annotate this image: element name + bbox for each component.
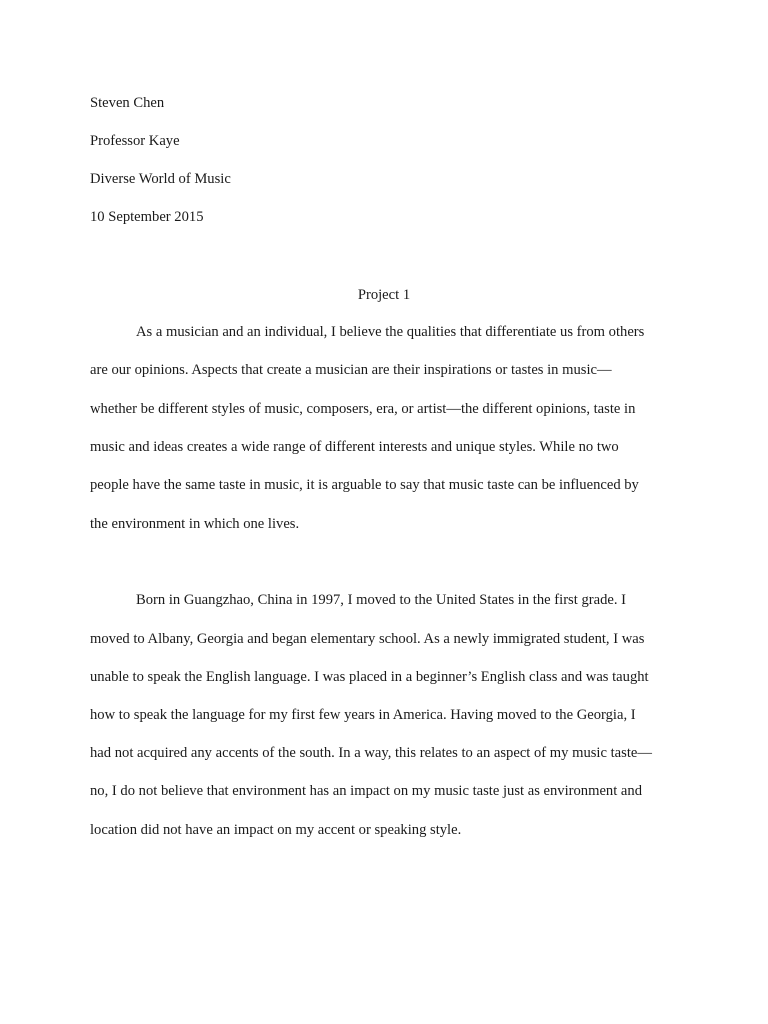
paragraph-line: location did not have an impact on my accent or speaking style. — [90, 822, 462, 838]
professor-name: Professor Kaye — [90, 133, 180, 149]
paragraph-line: people have the same taste in music, it is arguable to say that music taste can be influenced by — [90, 477, 639, 493]
page-title: Project 1 — [357, 287, 411, 303]
paragraph-line: unable to speak the English language. I was placed in a beginner’s English class and was taught — [90, 669, 649, 685]
paragraph-line: how to speak the language for my first few years in America. Having moved to the Georgia, I — [90, 707, 636, 723]
paragraph-line: moved to Albany, Georgia and began elementary school. As a newly immigrated student, I was — [90, 631, 645, 647]
course-name: Diverse World of Music — [90, 171, 231, 187]
paragraph-line: Born in Guangzhao, China in 1997, I moved to the United States in the first grade. I — [136, 592, 627, 608]
paragraph-line: had not acquired any accents of the south. In a way, this relates to an aspect of my music taste— — [90, 745, 652, 761]
paragraph-line: whether be different styles of music, composers, era, or artist—the different opinions, taste in — [90, 401, 636, 417]
paragraph-line: are our opinions. Aspects that create a musician are their inspirations or tastes in music— — [90, 362, 612, 378]
paragraph-line: As a musician and an individual, I believe the qualities that differentiate us from others — [136, 324, 645, 340]
author-name: Steven Chen — [90, 95, 165, 111]
paragraph-line: the environment in which one lives. — [90, 516, 300, 532]
paragraph-line: no, I do not believe that environment has an impact on my music taste just as environment and — [90, 783, 643, 799]
paragraph-line: music and ideas creates a wide range of different interests and unique styles. While no two — [90, 439, 619, 455]
document-date: 10 September 2015 — [90, 209, 204, 225]
